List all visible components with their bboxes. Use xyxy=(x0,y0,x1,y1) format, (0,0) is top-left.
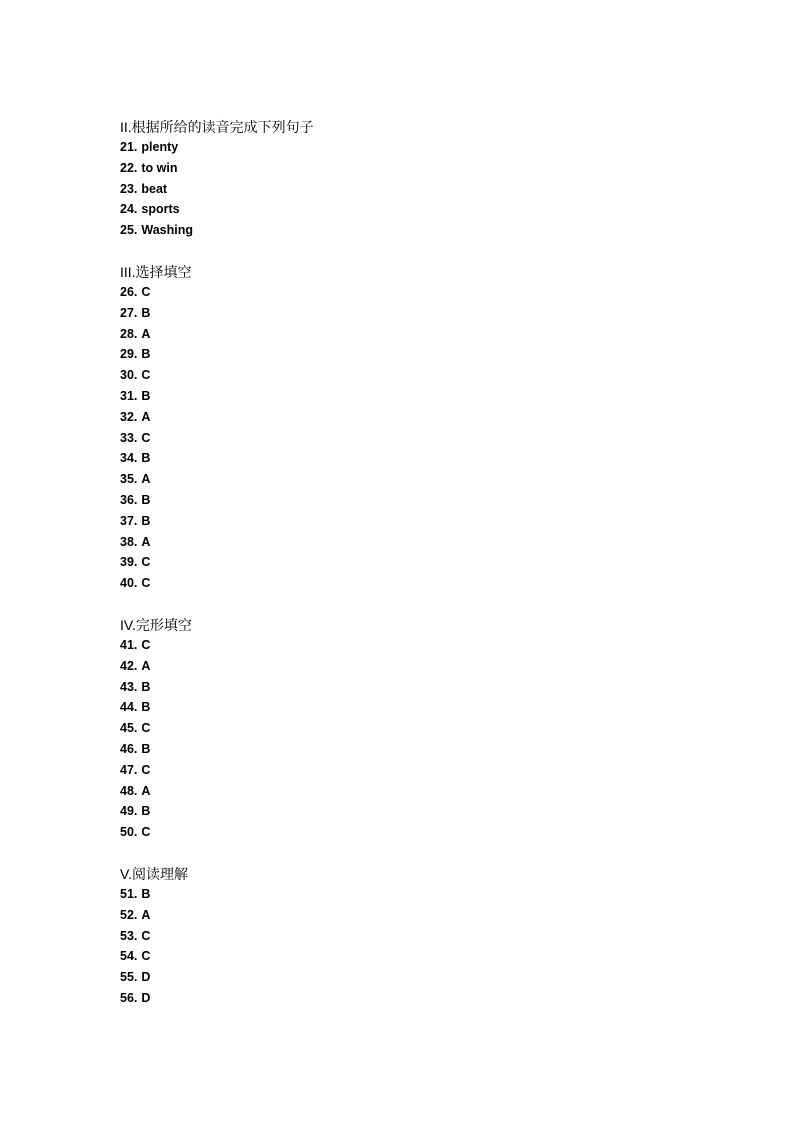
answer-value: B xyxy=(141,492,151,507)
answer-item xyxy=(120,158,680,179)
answer-item xyxy=(120,552,680,573)
answer-value: C xyxy=(141,430,151,445)
answer-value: B xyxy=(141,305,151,320)
question-number: 33. xyxy=(120,430,138,445)
answer-value: C xyxy=(141,555,151,570)
question-number: 51. xyxy=(120,886,138,901)
answer-value: A xyxy=(141,907,151,922)
answer-value: A xyxy=(141,783,151,798)
answer-item xyxy=(120,718,680,739)
answer-item xyxy=(120,988,680,1009)
question-number: 40. xyxy=(120,576,138,591)
question-number: 32. xyxy=(120,409,138,424)
answer-value: C xyxy=(141,284,151,299)
question-number: 48. xyxy=(120,783,138,798)
question-number: 25. xyxy=(120,223,138,238)
answer-key-page xyxy=(120,117,680,1030)
answer-value: C xyxy=(141,637,151,652)
answer-section xyxy=(120,262,680,594)
answer-item xyxy=(120,428,680,449)
answer-item xyxy=(120,739,680,760)
answer-item xyxy=(120,137,680,158)
question-number: 37. xyxy=(120,513,138,528)
question-number: 56. xyxy=(120,990,138,1005)
question-number: 31. xyxy=(120,388,138,403)
answer-value: to win xyxy=(141,160,178,175)
answer-value: B xyxy=(141,700,151,715)
question-number: 44. xyxy=(120,700,138,715)
answer-value: C xyxy=(141,721,151,736)
section-title: IV.完形填空 xyxy=(120,616,192,633)
question-number: 41. xyxy=(120,637,138,652)
answer-section xyxy=(120,615,680,843)
answer-item xyxy=(120,324,680,345)
answer-value: B xyxy=(141,347,151,362)
answer-item xyxy=(120,946,680,967)
answer-item xyxy=(120,448,680,469)
question-number: 35. xyxy=(120,472,138,487)
question-number: 49. xyxy=(120,804,138,819)
answer-value: Washing xyxy=(141,223,194,238)
question-number: 30. xyxy=(120,368,138,383)
answer-section xyxy=(120,864,680,1009)
question-number: 42. xyxy=(120,658,138,673)
answer-item xyxy=(120,179,680,200)
answer-value: A xyxy=(141,472,151,487)
question-number: 22. xyxy=(120,160,138,175)
question-number: 45. xyxy=(120,721,138,736)
answer-value: A xyxy=(141,409,151,424)
answer-item xyxy=(120,635,680,656)
answer-value: D xyxy=(141,990,151,1005)
answer-value: sports xyxy=(141,202,180,217)
question-number: 21. xyxy=(120,140,138,154)
answer-item xyxy=(120,199,680,220)
answer-value: A xyxy=(141,326,151,341)
question-number: 34. xyxy=(120,451,138,466)
section-title: II.根据所给的读音完成下列句子 xyxy=(120,119,314,135)
answer-item xyxy=(120,697,680,718)
answer-value: B xyxy=(141,451,151,466)
answer-item xyxy=(120,303,680,324)
answer-value: B xyxy=(141,388,151,403)
answer-item xyxy=(120,822,680,843)
answer-item xyxy=(120,926,680,947)
answer-item xyxy=(120,490,680,511)
answer-value: B xyxy=(141,679,151,694)
question-number: 38. xyxy=(120,534,138,549)
answer-item xyxy=(120,220,680,241)
answer-item xyxy=(120,801,680,822)
answer-sections xyxy=(120,117,680,1009)
question-number: 36. xyxy=(120,492,138,507)
answer-value: A xyxy=(141,534,151,549)
answer-value: C xyxy=(141,825,151,840)
answer-item xyxy=(120,905,680,926)
question-number: 53. xyxy=(120,928,138,943)
answer-item xyxy=(120,781,680,802)
question-number: 55. xyxy=(120,970,138,985)
answer-item xyxy=(120,967,680,988)
answer-item xyxy=(120,365,680,386)
answer-value: C xyxy=(141,576,151,591)
question-number: 50. xyxy=(120,825,138,840)
answer-value: B xyxy=(141,513,151,528)
question-number: 52. xyxy=(120,907,138,922)
answer-item xyxy=(120,282,680,303)
question-number: 28. xyxy=(120,326,138,341)
answer-value: C xyxy=(141,762,151,777)
question-number: 47. xyxy=(120,762,138,777)
answer-item xyxy=(120,407,680,428)
answer-value: beat xyxy=(141,181,168,196)
answer-item xyxy=(120,344,680,365)
answer-value: C xyxy=(141,368,151,383)
answer-item xyxy=(120,760,680,781)
answer-item xyxy=(120,656,680,677)
answer-value: C xyxy=(141,928,151,943)
answer-value: B xyxy=(141,886,151,901)
answer-item xyxy=(120,386,680,407)
answer-value: B xyxy=(141,804,151,819)
question-number: 54. xyxy=(120,949,138,964)
question-number: 23. xyxy=(120,181,138,196)
section-title: V.阅读理解 xyxy=(120,865,188,882)
answer-value: D xyxy=(141,970,151,985)
answer-value: A xyxy=(141,658,151,673)
section-title: III.选择填空 xyxy=(120,263,192,280)
question-number: 43. xyxy=(120,679,138,694)
question-number: 46. xyxy=(120,741,138,756)
question-number: 29. xyxy=(120,347,138,362)
answer-item xyxy=(120,511,680,532)
answer-item xyxy=(120,677,680,698)
answer-item xyxy=(120,884,680,905)
answer-value: plenty xyxy=(141,140,179,154)
answer-item xyxy=(120,573,680,594)
question-number: 39. xyxy=(120,555,138,570)
answer-value: B xyxy=(141,741,151,756)
answer-value: C xyxy=(141,949,151,964)
question-number: 24. xyxy=(120,202,138,217)
question-number: 26. xyxy=(120,284,138,299)
answer-item xyxy=(120,532,680,553)
answer-item xyxy=(120,469,680,490)
question-number: 27. xyxy=(120,305,138,320)
answer-section xyxy=(120,117,680,241)
